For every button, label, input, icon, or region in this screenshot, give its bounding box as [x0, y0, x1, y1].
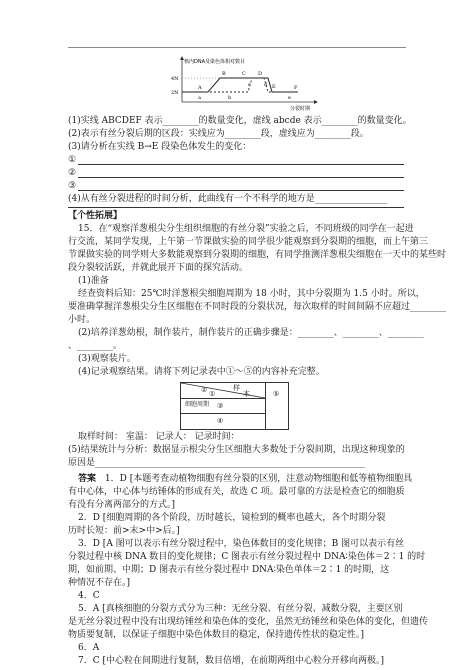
step-1b: 要准确掌握洋葱根尖分生区细胞在不同时段的分裂状况，每次取样的时间间隔不应超过________ [68, 302, 447, 312]
chart-label-b: b [228, 95, 232, 101]
answer-1b: 有中心体，中心体与纺锤体的形成有关，故选 C 项。最可靠的方法是检查它的细胞质 [68, 487, 405, 497]
chart-label-c: c [248, 82, 251, 88]
p15-line-1: 15．在“观察洋葱根尖分生组织细胞的有丝分裂”实验之后，不同班级的同学在一起进 [78, 224, 414, 234]
answer-1a-text: 1．D [本题考查动植物细胞有丝分裂的区别，注意动物细胞和低等植物细胞具 [104, 474, 413, 484]
top-rule [68, 47, 406, 48]
chart-label-A: A [198, 85, 202, 91]
step-2: (2)培养洋葱幼根，制作装片，制作装片的正确步骤是：________、________、________ [78, 328, 424, 338]
question-3-3: ③ [68, 181, 77, 191]
step-3: (3)观察装片。 [78, 354, 136, 364]
question-3: (3)请分析在实线 B→E 段染色体发生的变化： [68, 142, 252, 152]
answer-3c: 期，如前期、中期；D 图表示有丝分裂过程中 DNA∶染色单体＝2∶1 的时期，这 [68, 565, 390, 575]
table-cell-2: ② [201, 386, 208, 394]
record-table [180, 382, 289, 430]
section-heading: 【个性拓展】 [68, 211, 123, 221]
p15-line-2: 行交流，某同学发现，上午第一节课做实验的同学很少能观察到分裂期的细胞，而上午第三 [68, 237, 429, 247]
chart-label-a: a [198, 95, 201, 101]
chart-xlabel: 分裂时期 [290, 106, 311, 112]
answer-line-1 [78, 164, 404, 165]
step-1a: 经查资料后知：25℃时洋葱根尖细胞周期为 18 小时，其中分裂期为 1.5 小时。所以， [78, 289, 425, 299]
table-cell-5: ⑤ [273, 390, 280, 398]
answer-heading: 答案 [78, 474, 97, 484]
chart-label-d: d [264, 82, 268, 88]
p15-line-4: 段分裂较活跃，并就此展开下面的探究活动。 [68, 263, 249, 273]
answer-3d: 种情况不存在。] [68, 578, 131, 588]
chart-y-2n: 2N [171, 90, 179, 96]
step-4: (4)记录观察结果。请将下列记录表中①～⑤的内容补充完整。 [78, 367, 325, 377]
chart-y-4n: 4N [171, 76, 179, 82]
answer-5a: 5．A [真核细胞的分裂方式分为三种：无丝分裂、有丝分裂、减数分裂，主要区别 [78, 604, 403, 614]
chart-title: 核内DNA及染色体相对数目 [184, 59, 246, 65]
table-cell-4: ④ [217, 417, 224, 425]
question-3-2: ② [68, 168, 77, 178]
chart-label-B: B [222, 71, 226, 77]
step-2b: 、________。 [68, 341, 123, 351]
step-5b: 原因是____________________________________________________________ [68, 458, 366, 468]
table-count-label: 细胞周期 [185, 401, 210, 408]
answer-line-2 [78, 177, 404, 178]
chart-label-D: D [258, 71, 263, 77]
table-cell-3: ③ [217, 402, 224, 410]
answer-3b: 分裂过程中核 DNA 数目的变化规律；C 图表示有丝分裂过程中 DNA∶染色体＝2∶1 的时 [68, 552, 426, 562]
chart-label-F: F [294, 85, 298, 91]
step-1c: 小时。 [68, 315, 96, 325]
chart-label-e: e [288, 95, 291, 101]
answer-4: 4．C [78, 591, 100, 601]
chart-x-arrow [314, 100, 318, 104]
answer-1a [78, 474, 412, 485]
table-sample-label: 样 [233, 384, 240, 392]
record-info: 取样时间： 室温： 记录人： 记录时间： [78, 432, 240, 442]
table-cell-1: ① [209, 390, 216, 398]
step-5: (5)结果统计与分析：数据显示根尖分生区细胞大多数处于分裂间期，出现这种现象的 [68, 445, 405, 455]
question-4: (4)从有丝分裂进程的时间分析，此曲线有一个不科学的地方是________________ [68, 194, 387, 204]
question-2: (2)表示有丝分裂后期的区段：实线应为________段，虚线应为________段。 [68, 129, 369, 139]
answer-line-4 [68, 207, 404, 208]
step-1: (1)准备 [78, 276, 109, 286]
answer-5b: 是无丝分裂过程中没有出现纺锤丝和染色体的变化，虽然无纺锤丝和染色体的变化，但遗传 [68, 617, 429, 627]
answer-2b: 历时长短：前>末>中>后。] [68, 526, 180, 536]
answer-1c: 有没有分离两部分的方式。] [68, 500, 176, 510]
chart-label-E: E [272, 84, 276, 90]
answer-6: 6．A [78, 643, 100, 653]
answer-5c: 物质要复制，以保证子细胞中染色体数目的稳定，保持遗传性状的稳定性。] [68, 630, 365, 640]
question-3-1: ① [68, 155, 77, 165]
answer-line-3 [78, 190, 404, 191]
question-1: (1)实线 ABCDEF 表示________的数量变化，虚线 abcde 表示________的数量变化。 [68, 116, 412, 126]
answer-2a: 2．D [细胞周期的各个阶段，历时越长，镜检到的概率也越大，各个时期分裂 [78, 513, 386, 523]
dna-chromosome-chart [168, 56, 318, 112]
answer-3a: 3．D [A 图可以表示有丝分裂过程中，染色体数目的变化规律；B 图可以表示有丝 [78, 539, 405, 549]
p15-line-3: 节课做实验的同学则大多数能观察到分裂期的细胞，有同学推测洋葱根尖细胞在一天中的某些时 [68, 250, 447, 260]
answer-7: 7．C [中心粒在间期进行复制，数目倍增，在前期两组中心粒分开移向两极。] [78, 656, 384, 666]
table-ben-label: 本 [243, 390, 250, 398]
chart-label-C: C [242, 71, 246, 77]
